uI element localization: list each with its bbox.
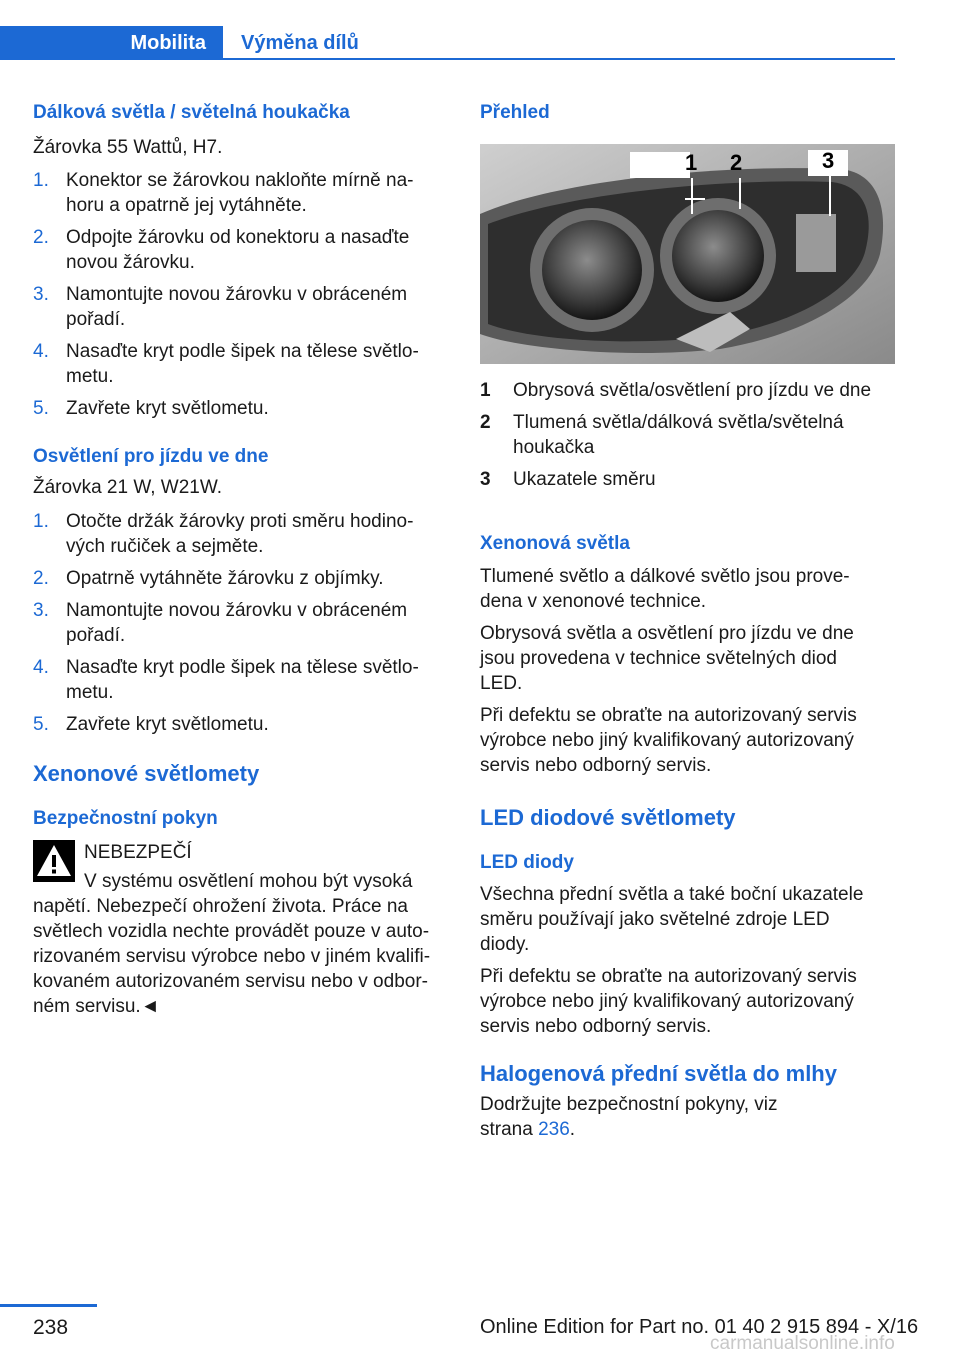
legend-number: 2 xyxy=(480,412,491,433)
step-number: 3. xyxy=(33,284,49,305)
page-reference-link[interactable]: 236 xyxy=(538,1119,570,1140)
text-line: směru používají jako světelné zdroje LED xyxy=(480,909,830,930)
text-line: Všechna přední světla a také boční ukazatele xyxy=(480,884,864,905)
step xyxy=(33,168,453,218)
warning-line: ném servisu.◄ xyxy=(33,996,160,1017)
warning-line: světlech vozidla nechte provádět pouze v auto‐ xyxy=(33,921,430,942)
tab-mobilita[interactable]: Mobilita xyxy=(0,26,223,60)
step-number: 3. xyxy=(33,600,49,621)
heading-led-headlights: LED diodové světlomety xyxy=(480,805,736,830)
legend-text: houkačka xyxy=(513,437,595,458)
page-number: 238 xyxy=(33,1316,69,1339)
daytime-steps xyxy=(33,509,453,737)
step-line: Zavřete kryt světlometu. xyxy=(66,398,269,419)
text-line: výrobce nebo jiný kvalifikovaný autorizovaný xyxy=(480,730,854,751)
step-line: Nasaďte kryt podle šipek na tělese světlo‐ xyxy=(66,341,419,362)
step-line: Nasaďte kryt podle šipek na tělese světlo‐ xyxy=(66,657,419,678)
legend-number: 3 xyxy=(480,469,491,490)
step-line: Opatrně vytáhněte žárovku z objímky. xyxy=(66,568,384,589)
text-line: Při defektu se obraťte na autorizovaný servis xyxy=(480,966,857,987)
heading-daytime: Osvětlení pro jízdu ve dne xyxy=(33,446,269,467)
step-line: Namontujte novou žárovku v obráceném xyxy=(66,284,408,305)
callout-1: 1 xyxy=(685,150,698,175)
step xyxy=(33,598,453,648)
text-line: diody. xyxy=(480,934,530,955)
legend-text: Ukazatele směru xyxy=(513,469,656,490)
step-number: 5. xyxy=(33,714,49,735)
text-line: Dodržujte bezpečnostní pokyny, viz xyxy=(480,1094,778,1115)
daytime-bulb: Žárovka 21 W, W21W. xyxy=(33,477,222,498)
left-column xyxy=(33,100,453,1019)
text-line: jsou provedena v technice světelných diod xyxy=(480,648,838,669)
step-number: 2. xyxy=(33,568,49,589)
warning-line: rizovaném servisu výrobce nebo v jiném kvalifi‐ xyxy=(33,946,431,967)
callout-3: 3 xyxy=(822,148,835,173)
step-number: 2. xyxy=(33,227,49,248)
step xyxy=(33,566,453,591)
heading-led-diodes: LED diody xyxy=(480,852,574,873)
step xyxy=(33,396,453,421)
edition-note: Online Edition for Part no. 01 40 2 915 894 - X/16 xyxy=(480,1316,919,1338)
warning-block xyxy=(33,840,453,1019)
step-line: Odpojte žárovku od konektoru a nasaďte xyxy=(66,227,410,248)
step xyxy=(33,712,453,737)
heading-xenon-lights: Xenonová světla xyxy=(480,533,630,554)
text-line: výrobce nebo jiný kvalifikovaný autorizovaný xyxy=(480,991,854,1012)
step-number: 1. xyxy=(33,511,49,532)
header-tabs xyxy=(0,26,895,60)
step xyxy=(33,655,453,705)
step-number: 5. xyxy=(33,398,49,419)
step-line: pořadí. xyxy=(66,625,126,646)
text-fragment: strana xyxy=(480,1119,539,1140)
legend-text: Obrysová světla/osvětlení pro jízdu ve dne xyxy=(513,380,872,401)
legend-text: Tlumená světla/dálková světla/světelná xyxy=(513,412,844,433)
xenon-para-1 xyxy=(480,564,900,614)
fog-para xyxy=(480,1092,900,1142)
warning-line: V systému osvětlení mohou být vysoká xyxy=(84,871,413,892)
tab-vymena-dilu[interactable]: Výměna dílů xyxy=(241,32,359,54)
step-line: Otočte držák žárovky proti směru hodino‐ xyxy=(66,511,414,532)
callout-2: 2 xyxy=(730,150,743,175)
heading-xenon-headlights: Xenonové světlomety xyxy=(33,761,260,786)
high-beam-steps xyxy=(33,168,453,421)
text-line: dena v xenonové technice. xyxy=(480,591,707,612)
heading-safety-note: Bezpečnostní pokyn xyxy=(33,808,218,829)
led-para-2 xyxy=(480,964,900,1039)
step-number: 1. xyxy=(33,170,49,191)
step-number: 4. xyxy=(33,341,49,362)
warning-line: napětí. Nebezpečí ohrožení života. Práce na xyxy=(33,896,408,917)
figure-legend xyxy=(480,378,900,492)
heading-high-beam: Dálková světla / světelná houkačka xyxy=(33,102,350,123)
warning-title: NEBEZPEČÍ xyxy=(84,842,192,863)
step-line: pořadí. xyxy=(66,309,126,330)
legend-item xyxy=(480,467,900,492)
warning-line: kovaném autorizovaném servisu nebo v odbor‐ xyxy=(33,971,428,992)
step xyxy=(33,282,453,332)
legend-item xyxy=(480,410,900,460)
text-line: Obrysová světla a osvětlení pro jízdu ve dne xyxy=(480,623,854,644)
footer-rule xyxy=(0,1304,97,1307)
step-line: novou žárovku. xyxy=(66,252,195,273)
step-line: vých ručiček a sejměte. xyxy=(66,536,264,557)
text-line xyxy=(480,1117,900,1142)
text-line: LED. xyxy=(480,673,523,694)
step xyxy=(33,339,453,389)
step-line: Konektor se žárovkou nakloňte mírně na‐ xyxy=(66,170,414,191)
legend-number: 1 xyxy=(480,380,491,401)
text-line: servis nebo odborný servis. xyxy=(480,755,712,776)
header-rule xyxy=(223,58,895,60)
warning-triangle-icon xyxy=(33,840,75,882)
legend-item xyxy=(480,378,900,403)
step-line: horu a opatrně jej vytáhněte. xyxy=(66,195,307,216)
step xyxy=(33,225,453,275)
led-para-1 xyxy=(480,882,900,957)
text-line: Tlumené světlo a dálkové světlo jsou prove‐ xyxy=(480,566,850,587)
step-number: 4. xyxy=(33,657,49,678)
heading-overview: Přehled xyxy=(480,102,550,123)
text-line: Při defektu se obraťte na autorizovaný servis xyxy=(480,705,857,726)
step xyxy=(33,509,453,559)
text-line: servis nebo odborný servis. xyxy=(480,1016,712,1037)
step-line: Zavřete kryt světlometu. xyxy=(66,714,269,735)
xenon-para-2 xyxy=(480,621,900,696)
xenon-para-3 xyxy=(480,703,900,778)
right-column xyxy=(480,100,900,1142)
step-line: metu. xyxy=(66,682,114,703)
watermark: carmanualsonline.info xyxy=(710,1333,895,1354)
step-line: metu. xyxy=(66,366,114,387)
headlight-figure xyxy=(480,144,895,364)
text-fragment: . xyxy=(569,1119,576,1140)
high-beam-bulb: Žárovka 55 Wattů, H7. xyxy=(33,137,223,158)
heading-fog-lights: Halogenová přední světla do mlhy xyxy=(480,1061,837,1086)
step-line: Namontujte novou žárovku v obráceném xyxy=(66,600,408,621)
